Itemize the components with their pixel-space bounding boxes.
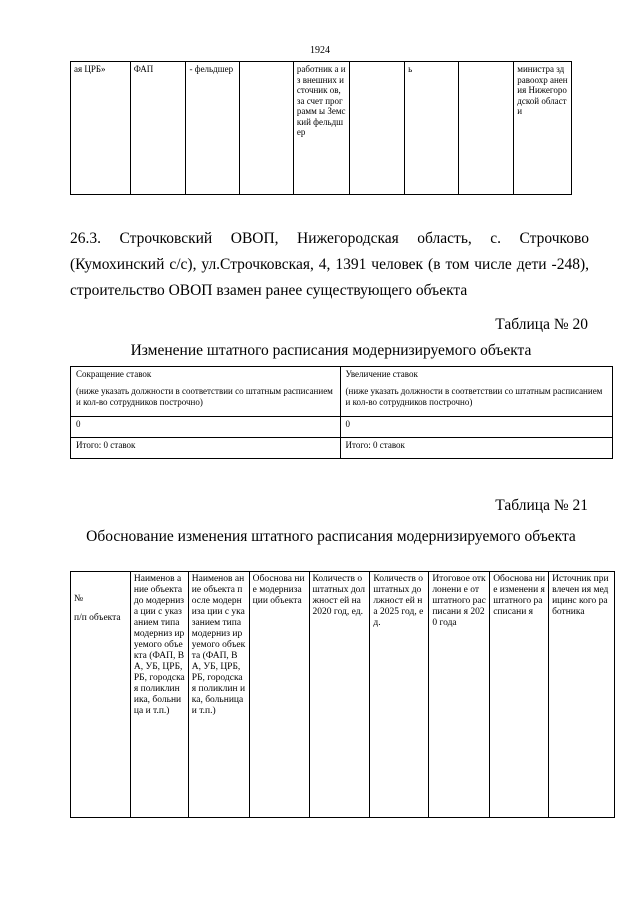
table-row [71, 62, 572, 195]
table-cell [71, 572, 131, 818]
table-cell: министра здравоохр анения Нижегоро дской области [514, 62, 572, 195]
table-number: Таблица № 20 [495, 316, 588, 333]
table-header-cell: Итоговое отклонени е от штатного расписани я 2020 года [429, 572, 490, 818]
table-caption: Обоснование изменения штатного расписания модернизируемого объекта [86, 528, 576, 545]
section-paragraph: 26.3. Строчковский ОВОП, Нижегородская область, с. Строчково (Кумохинский с/с), ул.Строчковская, 4, 1391 человек (в том числе дети -248), строительство ОВОП взамен ранее существующего объекта [70, 230, 589, 299]
table-cell [458, 62, 513, 195]
table-header-cell: Количеств о штатных должност ей на 2020 год, ед. [309, 572, 370, 818]
table-header-cell: Количеств о штатных должност ей на 2025 год, ед. [370, 572, 429, 818]
table-cell: - фельдшер [186, 62, 240, 195]
table-header-cell: Наименов ание объекта до модерниза ции с указанием типа модерниз ируемого объекта (ФАП, ВА, УБ, ЦРБ, РБ, городская поликлин ика, больница и т.п.) [130, 572, 188, 818]
table-row [71, 438, 613, 459]
table-header-cell: Источник привлечен ия медицинс кого работника [549, 572, 615, 818]
table-row [71, 367, 613, 417]
table-cell: ая ЦРБ» [71, 62, 131, 195]
table-number: Таблица № 21 [495, 497, 588, 514]
reduction-note: (ниже указать должности в соответствии со штатным расписанием и кол-во сотрудников построчно) [76, 386, 333, 407]
increase-header: Увеличение ставок [345, 369, 418, 379]
table-cell [71, 367, 341, 417]
table-cell: работник а из внешних источник ов, за счет программ ы Земский фельдшер [293, 62, 349, 195]
object-header: п/п объекта [74, 613, 121, 623]
table-row [71, 417, 613, 438]
table-cell [340, 367, 613, 417]
increase-note: (ниже указать должности в соответствии со штатным расписанием и кол-во сотрудников построчно) [345, 386, 603, 407]
table-header-cell: Обоснова ние изменени я штатного расписани я [490, 572, 549, 818]
table-caption: Изменение штатного расписания модернизируемого объекта [130, 342, 532, 359]
table-cell: 0 [340, 417, 613, 438]
continued-table [70, 61, 572, 195]
table-cell [349, 62, 404, 195]
table-row [71, 572, 615, 818]
table-cell [240, 62, 294, 195]
staff-justification-table [70, 571, 615, 818]
number-header: № [74, 594, 84, 604]
table-cell: 0 [71, 417, 341, 438]
reduction-header: Сокращение ставок [76, 369, 152, 379]
table-cell: ь [405, 62, 459, 195]
table-cell: Итого: 0 ставок [340, 438, 613, 459]
table-header-cell: Наименов ание объекта после модерниза ции с указанием типа модерниз ируемого объекта (ФАП, ВА, УБ, ЦРБ, РБ, городская поликлин ика, больница и т.п.) [188, 572, 249, 818]
table-cell: Итого: 0 ставок [71, 438, 341, 459]
page-number: 1924 [310, 45, 330, 56]
table-header-cell: Обоснова ние модерниза ции объекта [249, 572, 309, 818]
table-cell: ФАП [130, 62, 186, 195]
staff-change-table [70, 366, 613, 459]
